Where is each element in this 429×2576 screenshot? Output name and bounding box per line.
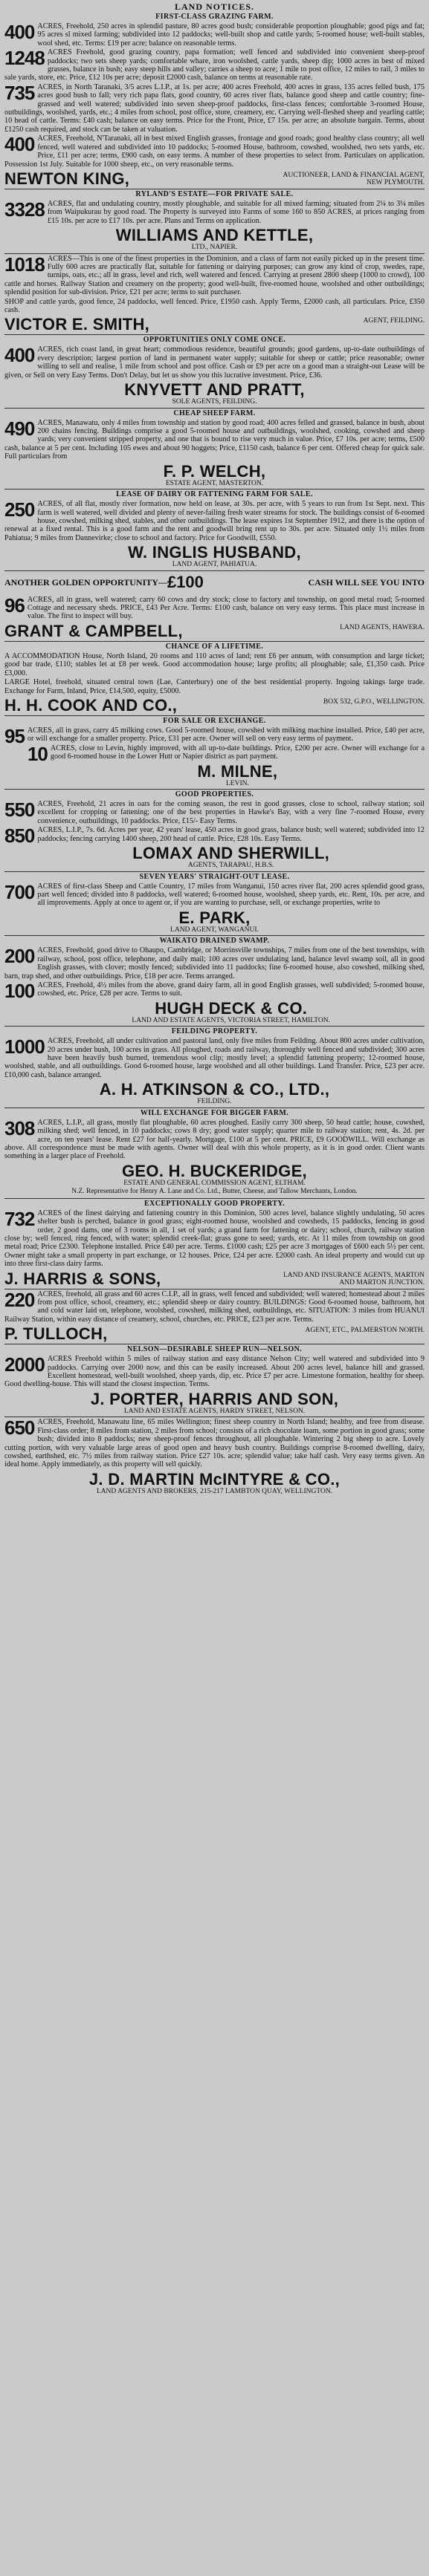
listing-entry [4, 1037, 425, 1079]
price-banner [4, 573, 425, 594]
agent-block [4, 170, 425, 187]
agent-name: LOMAX AND SHERWILL, [132, 845, 330, 863]
agent-address: LAND AGENT, WANGANUI. [170, 926, 259, 934]
advertisement [4, 13, 425, 187]
acreage-number: 1000 [4, 1035, 45, 1058]
listing-entry [4, 800, 425, 825]
acreage-number: 3328 [4, 198, 45, 221]
acreage-number: 96 [4, 593, 25, 617]
agent-name: HUGH DECK & CO. [155, 999, 308, 1018]
acreage-number: 700 [4, 880, 35, 903]
acreage-number: 2000 [4, 1353, 45, 1376]
acreage-number: 220 [4, 1288, 35, 1311]
listing-entry [4, 724, 425, 747]
acreage-number: 550 [4, 799, 35, 822]
agent-block [4, 544, 425, 569]
agent-block [37, 845, 425, 870]
agent-name: KNYVETT AND PRATT, [124, 381, 305, 400]
agent-block [4, 909, 425, 934]
listing-text: ACRES, L.I.P., all grass, mostly flat ploughable, 60 acres ploughed. Easily carry 300 sheep, 50 head cattle; house, cowshed, milking shed; well fenced, in 10 paddocks; cows 8 dry; good water supply; quarter mile to railway station; rent, 4s. 2d. per acre, on ten years' lease. Rent £27 for half-yearly. Mortgage, £100 at 5 per cent. PRICE, £9 GOODWILL. Will exchange as above. All correspondence must be made with agents. Owner will deal with this whole property, as it is in good order. Client wants something in a larger place of Freehold. [4, 1118, 425, 1161]
advertisement [4, 641, 425, 714]
ad-divider [4, 334, 425, 335]
listing-entry [4, 678, 425, 695]
ad-divider [4, 935, 425, 936]
advertisement [4, 789, 425, 870]
listing-entry [4, 979, 425, 1002]
ad-divider [4, 641, 425, 642]
agent-address: LAND AND INSURANCE AGENTS, MARTON AND MARTON JUNCTION. [283, 1271, 425, 1287]
acreage-number: 250 [4, 498, 35, 521]
listing-text: ACRES, all in grass, carry 45 milking cows. Good 5-roomed house, cowshed with milking machine installed. Price, £40 per acre, or will exchange for a smaller property. Price, £31 per acre. Owner will sell on very easy terms of payment. [27, 726, 425, 744]
listing-text: ACRES, Freehold, all under cultivation and pastoral land, only five miles from Feilding. About 800 acres under cultivation, 20 acres under bush, 100 acres in grass. All ploughed, roads and railway, thoroughly well fenced and subdivided; 300 acres have been heavily bush burned, tremendous wool clip; mostly level; a splendid fattening property; 12-roomed house, woolshed, stable, and all outbuildings. Good 6-roomed house, large woolshed and all other buildings. Land Transfer. Price, £23 per acre. £10,000 cash, balance arranged. [4, 1037, 425, 1079]
ad-divider [4, 715, 425, 716]
advertisement [4, 1344, 425, 1415]
listing-entry [4, 48, 425, 82]
listing-text: ACRES, all in grass, well watered; carry 60 cows and dry stock; close to factory and township, on good metal road; 5-roomed Cottage and necessary sheds. PRICE, £43 Per Acre. Terms: £100 cash, balance on very easy terms. This place must increase in value. The first to inspect will buy. [27, 595, 425, 621]
advertisement [4, 1289, 425, 1343]
agent-name: VICTOR E. SMITH, [4, 316, 150, 334]
advertisement [4, 489, 425, 569]
acreage-number: 1018 [4, 253, 45, 276]
agent-name: A. H. ATKINSON & CO., LTD., [99, 1081, 330, 1099]
agent-address: LTD., NAPIER. [191, 244, 238, 252]
agent-block [37, 1000, 425, 1025]
listing-text: ACRES, Freehold, 4½ miles from the above, grand dairy farm, all in good English grasses, well subdivided; 5-roomed house, cowshed, etc. Price, £28 per acre. Terms to suit. [37, 980, 425, 998]
listing-text: ACRES, in North Taranaki, 3/5 acres L.I.P., at 1s. per acre; 400 acres Freehold, 400 acres in grass, 135 acres felled bush, 175 acres good bush to fall; very rich papa flats, good country, 60 acres river flats, balance good sheep and cattle country; fine-grassed and well watered; subdivided into seven sheep-proof paddocks, first-class fences; comfortable 3-roomed House, outbuildings, woolshed, yards, etc.; 4 miles from school, post office, store, creamery, etc. Carrying well-fleshed sheep and yearling cattle; 10 head of cattle. Terms: £40 cash; balance on easy terms. Price for the Front, Price, £7 15s. per acre; an absolute bargain. Terms, about £1250 cash required, and stock can be taken at valuation. [4, 82, 425, 134]
agent-address: AUCTIONEER, LAND & FINANCIAL AGENT, NEW PLYMOUTH. [283, 171, 425, 187]
advertisement [4, 1417, 425, 1495]
listing-entry [4, 200, 425, 225]
ad-heading: EXCEPTIONALLY GOOD PROPERTY. [144, 1199, 285, 1208]
ad-heading: WAIKATO DRAINED SWAMP. [159, 937, 270, 946]
ad-heading: FIRST-CLASS GRAZING FARM. [155, 13, 274, 21]
listing-entry [4, 1290, 425, 1324]
listing-text: ACRES, Freehold, good drive to Ohaupo, Cambridge, or Morrinsville townships, 7 miles from one of the best townships, with railway, school, post office, telephone, and daily mail; 100 acres over undulating land, balance level swamp soil, all in good English grasses, with clover; mostly fenced; subdivided into 11 paddocks; fine 6-roomed house, also cowshed, milking shed, barn, trap shed, and other outbuildings. Price, £18 per acre. Terms arranged. [4, 946, 425, 980]
agent-name: W. INGLIS HUSBAND, [128, 544, 301, 562]
advertisement [4, 570, 425, 640]
listing-text: ACRES, Freehold, 21 acres in oats for the coming season, the rest in good grasses, close to school, railway station; soil excellent for cropping or fattening; one of the best properties in Hawke's Bay, with a very fine 7-roomed House, every convenience, outbuildings, 10 paddocks. Price, £15/- Easy Terms. [37, 800, 425, 825]
listing-entry [4, 500, 425, 542]
agent-name: H. H. COOK AND CO., [4, 696, 178, 714]
listing-entry [4, 1355, 425, 1389]
agent-address: ESTATE AGENT, MASTERTON. [165, 479, 264, 487]
listing-text: SHOP and cattle yards, good fence, 24 paddocks, well fenced. Price, £1950 cash. Apply Terms, £2000 cash, all particulars. Price, £350 cash. [4, 297, 425, 315]
ad-divider [4, 871, 425, 872]
agent-address: LAND AND ESTATE AGENTS, HARDY STREET, NELSON. [123, 1407, 306, 1415]
ad-divider [4, 253, 425, 254]
listing-text: ACRES Freehold within 5 miles of railway station and easy distance Nelson City; well watered and subdivided into 9 paddocks. Carrying over 2000 now, and this can be easily increased. About 200 acres level, balance hill and grassed. Excellent homestead, well-built woolshed, sheep yards, dip, etc. Price £7 per acre. Limestone formation, healthy for sheep. Good dwelling-house. This will stand the closest inspection. Terms. [4, 1355, 425, 1389]
agent-block [4, 1081, 425, 1106]
advertisement [4, 1108, 425, 1197]
listing-text: ACRES, flat and undulating country, mostly ploughable, and suitable for all mixed farming; situated from 2¼ to 3¼ miles from Waipukurau by good road. The Property is surveyed into Farms of some 160 to 850 ACRES, at prices ranging from £15 10s. per acre to £17 10s. per acre. Plans and Terms on application. [47, 199, 425, 225]
ad-heading: GOOD PROPERTIES. [175, 790, 254, 799]
agent-address: LAND AND ESTATE AGENTS, VICTORIA STREET, HAMILTON. [132, 1016, 330, 1024]
agent-block [51, 763, 425, 788]
ad-heading: SEVEN YEARS' STRAIGHT-OUT LEASE. [139, 872, 290, 881]
agent-address: BOX 532, G.P.O., WELLINGTON. [323, 697, 425, 706]
agent-block [4, 1471, 425, 1496]
listing-entry [4, 255, 425, 297]
ad-divider [4, 408, 425, 409]
listing-text: A ACCOMMODATION House, North Island, 20 rooms and 110 acres of land; rent £6 per annum, with consumption and large ticket; good bar trade, £110; stables let at £8 per week. Good accommodation house; large profits; all ploughable; sale, £1,350 cash. Price £3,000. [4, 651, 425, 677]
listing-text: ACRES, Freehold, Manawatu line, 65 miles Wellington; finest sheep country in North Island; healthy, and free from disease. First-class order; 8 miles from station, 2 miles from school; consists of a rich chocolate loam, some portion in good grass; some bush; divided into 8 paddocks; new sheep-proof fences throughout, all ploughable. Wintering 2 big sheep to acre. Lovely cutting portion, with very valuable large areas of good open and heavy bush country. Buildings comprise 8-roomed dwelling, dairy, cowshed, earthshed, etc. 7½ miles from railway station. Price £27 10s. acre; splendid value; take half cash. Very easy terms given. An ideal home. Apply immediately, as this property will sell quickly. [4, 1418, 425, 1469]
page-header: LAND NOTICES. [174, 1, 255, 12]
listing-entry [4, 134, 425, 169]
advertisement [4, 253, 425, 334]
listing-entry [4, 946, 425, 980]
agent-name: F. P. WELCH, [163, 462, 266, 481]
agent-address: LAND AGENT, PAHIATUA. [172, 561, 257, 569]
agent-block [4, 1325, 425, 1342]
agent-block [4, 1162, 425, 1188]
agent-address: FEILDING. [197, 1098, 232, 1106]
agent-block [4, 622, 425, 640]
agent-block [4, 1270, 425, 1287]
acreage-number: 735 [4, 81, 35, 104]
agent-address: SOLE AGENTS, FEILDING. [172, 398, 257, 406]
advertisement [4, 408, 425, 488]
acreage-number: 10 [27, 742, 48, 765]
ad-heading: FOR SALE OR EXCHANGE. [163, 716, 266, 725]
agent-block [4, 463, 425, 488]
ad-heading: CHEAP SHEEP FARM. [173, 409, 256, 417]
advertisement [4, 1198, 425, 1287]
agent-name: WILLIAMS AND KETTLE, [115, 227, 314, 245]
listing-entry [4, 22, 425, 48]
acreage-number: 490 [4, 417, 35, 440]
listing-text: ACRES of the finest dairying and fattening country in this Dominion, 500 acres level, balance slightly undulating, 50 acres shelter bush is perched, balance in good grass; eight-roomed house, woolshed and cowsheds, 15 paddocks, fencing in good order, 2 good dams, one of 3 rooms in all, 1 set of yards; a grand farm for fattening or dairy; school, church, railway station close by; well fenced, ring fenced, with water; splendid creek-flat; grass gone to seed; yards, etc. At 11 miles from township on good metal road; Price £2300. Telephone installed. Price £40 per acre. Terms. £1000 cash; £25 per acre 3 mortgages of £600 each 5½ per cent. Owner might take a small property in part exchange, or 12 houses. Price, £24 per acre. £2000 cash. An ideal property and would cut up into three first-class dairy farms. [4, 1209, 425, 1269]
agent-address: ESTATE AND GENERAL COMMISSION AGENT, ELTHAM. [123, 1179, 306, 1187]
agent-block [4, 316, 425, 333]
listing-text: ACRES, rich coast land, in great heart; commodious residence, beautiful grounds; good gardens, up-to-date outbuildings of every description; largest portion of land in permanent water supply; suitable for sheep or cattle; price reasonable; owner willing to sell and realise, 1 mile from school and post office. Cash or £9 per acre on a good man a straight-out Lease will be given, or Sell on very Easy Terms. Don't Delay, but let us show you this lucrative investment. Price, £36. [4, 345, 425, 380]
acreage-number: 732 [4, 1207, 35, 1230]
agent-address: AGENT, ETC., PALMERSTON NORTH. [305, 1327, 425, 1335]
agent-name: P. TULLOCH, [4, 1325, 108, 1343]
advertisements-column [4, 13, 425, 1495]
listing-entry [4, 742, 425, 765]
listing-entry [4, 593, 425, 621]
listing-entry [4, 824, 425, 848]
acreage-number: 95 [4, 724, 25, 747]
advertisement [4, 1026, 425, 1106]
ad-heading: LEASE OF DAIRY OR FATTENING FARM FOR SALE. [116, 490, 313, 499]
acreage-number: 400 [4, 133, 35, 156]
listing-entry [4, 652, 425, 677]
acreage-number: 650 [4, 1417, 35, 1440]
advertisement [4, 334, 425, 406]
listing-entry [4, 882, 425, 908]
ad-divider [4, 1198, 425, 1199]
advertisement [4, 871, 425, 934]
listing-entry [4, 1116, 425, 1161]
listing-text: ACRES, freehold, all grass and 60 acres C.I.P., all in grass, well fenced and subdivided; well watered; homestead about 2 miles from post office, school, creamery, etc.; splendid sheep or dairy country. BUILDINGS: Good 6-roomed house, bathroom, hot and cold water laid on, telephone, woolshed, cowshed, milking shed, outbuildings, etc. SITUATION: 3 miles from HUANUI Railway Station, within easy distance of creamery, school, churches, etc. PRICE, £23 per acre. Terms. [4, 1289, 425, 1324]
agent-name: GEO. H. BUCKERIDGE, [122, 1162, 307, 1180]
listing-entry [4, 1418, 425, 1468]
ad-heading: WILL EXCHANGE FOR BIGGER FARM. [140, 1108, 289, 1117]
ad-heading: OPPORTUNITIES ONLY COME ONCE. [143, 336, 286, 345]
listing-entry [4, 419, 425, 461]
ad-heading: NELSON—DESIRABLE SHEEP RUN—NELSON. [126, 1345, 303, 1354]
listing-text: ACRES, L.I.P., 7s. 6d. Acres per year, 42 years' lease, 450 acres in good grass, balance bush; well watered; subdivided into 12 paddocks; fencing carrying 1400 sheep, 200 head of cattle. Price, £28 10s. Easy Terms. [37, 826, 425, 843]
price-banner-left: ANOTHER GOLDEN OPPORTUNITY— [4, 576, 167, 588]
ad-divider [4, 789, 425, 790]
listing-text: ACRES—This is one of the finest properties in the Dominion, and a class of farm not easily picked up in the present time. Fully 600 acres are practically flat, suitable for fattening or dairying purposes; can grow any kind of crop, swedes, rape, turnips, oats, etc.; all in grass, level and rich, well watered and fenced. Carrying at present 2800 sheep (1000 to crowd), 100 cattle and horses. Railway Station and creamery on the property; good well-built, five-roomed house, woolshed and other outbuildings; splendid position for sub-division. Price, £21 per acre; terms to suit purchaser. [4, 254, 425, 297]
ad-divider [4, 1026, 425, 1027]
acreage-number: 400 [4, 21, 35, 43]
listing-text: LARGE Hotel, freehold, situated central town (Lae, Canterbury) one of the best residential property. Ingoing takings large trade. Exchange for Farm, Inland, Price, £14,500, equity, £5000. [4, 678, 425, 695]
agent-footer-note: N.Z. Representative for Henry A. Lane and Co. Ltd., Butter, Cheese, and Tallow Merchants, London. [71, 1188, 358, 1196]
listing-entry [4, 83, 425, 134]
listing-text: ACRES, Manawatu, only 4 miles from township and station by good road; 400 acres felled and grassed, balance in bush, about 200 chains fencing. Buildings comprise a good 5-roomed house and outbuildings, woolshed, cooking, cowshed and sheep yards; very convenient stripped property, and one that is bound to rise very much in value. Price, £7 10s. per acre; terms, £500 cash, balance at 5 per cent. Including 105 ewes and about 90 hoggets; Price, £1150 cash, balance 6 per cent. Offered cheap for quick sale. Full particulars from [4, 418, 425, 461]
advertisement [4, 715, 425, 787]
agent-name: GRANT & CAMPBELL, [4, 622, 183, 640]
advertisement [4, 935, 425, 1024]
listing-entry [4, 345, 425, 380]
listing-entry [4, 1209, 425, 1269]
agent-address: LAND AGENTS AND BROKERS, 215-217 LAMBTON QUAY, WELLINGTON. [96, 1487, 333, 1495]
agent-address: AGENTS, TARAPAU, H.B.S. [187, 862, 274, 870]
agent-block [4, 697, 425, 714]
ad-divider [4, 570, 425, 571]
acreage-number: 400 [4, 344, 35, 367]
agent-block [4, 227, 425, 252]
agent-name: E. PARK, [178, 908, 251, 927]
listing-text: ACRES, Freehold, 250 acres in splendid pasture, 80 acres good bush; considerable proportion ploughable; good pigs and fat; 95 acres sl mixed farming; subdivided into 12 paddocks; well-built shop and cattle yards; 5-roomed house; well-built stables, wool shed, etc. Terms: £19 per acre; balance on reasonable terms. [37, 22, 425, 48]
ad-heading: CHANCE OF A LIFETIME. [165, 642, 264, 651]
agent-name: M. MILNE, [197, 762, 278, 781]
acreage-number: 200 [4, 945, 35, 968]
listing-text: ACRES, close to Levin, highly improved, with all up-to-date buildings. Price, £200 per acre. Owner will exchange for a good 6-roomed house in the Lower Hutt or Napier district as part payment. [50, 744, 425, 761]
acreage-number: 100 [4, 979, 35, 1002]
agent-block [4, 381, 425, 406]
price-banner-amount: £100 [167, 572, 204, 591]
ad-heading: RYLAND'S ESTATE—FOR PRIVATE SALE. [135, 189, 294, 198]
price-banner-right: CASH WILL SEE YOU INTO [308, 576, 425, 588]
listing-text: ACRES Freehold, good grazing country, papa formation; well fenced and subdivided into convenient sheep-proof paddocks; two sets sheep yards; comfortable whare, iron woolshed, cattle yards, sheep dip; 1000 acres in best of mixed grasses, balance in bush; easy steep hills and valley; carries a sheep to acre; 1 mile to post office, 12 miles to rail, 3 miles to sale yards, store, etc. Price, £12 10s per acre; deposit £2000 cash, balance on terms at reasonable rate. [4, 48, 425, 82]
agent-address: LAND AGENTS, HAWERA. [340, 623, 425, 631]
acreage-number: 308 [4, 1116, 35, 1139]
agent-address: LEVIN. [225, 779, 249, 787]
agent-name: J. HARRIS & SONS, [4, 1269, 161, 1287]
agent-name: J. PORTER, HARRIS AND SON, [90, 1390, 339, 1408]
listing-entry [4, 298, 425, 315]
ad-heading: FEILDING PROPERTY. [171, 1027, 258, 1036]
listing-text: ACRES, of all flat, mostly river formation, now held on lease, at 30s. per acre, with 5 years to run from 1st Sept. next. This farm is well watered, well divided and plenty of never-failing fresh water streams for stock. The buildings consist of 6-roomed house, cowshed, milking shed, stables, and other outbuildings. The lease expires 1st September 1912, and there is the option of renewal at a fixed rental. This is a good farm and the rent and goodwill bring rent up to 30s. per acre. Situated only 1½ miles from Pahiatua; 9 miles from Dannevirke; close to school and factory. Price for Goodwill, £550. [4, 500, 425, 542]
agent-name: NEWTON KING, [4, 169, 130, 187]
advertisement [4, 189, 425, 252]
listing-text: ACRES, Freehold, N'Taranaki, all in best mixed English grasses, frontage and good roads; good healthy class country; all well fenced, well watered and subdivided into 10 paddocks; 5-roomed House, bathroom, cowshed, woolshed, two sets yards, etc. Price, £11 per acre; terms, £900 cash, on easy terms. A number of these properties to select from. Particulars on application. Possession 1st July. Suitable for 1000 sheep, etc., on very reasonable terms. [4, 134, 425, 169]
acreage-number: 850 [4, 824, 35, 848]
agent-block [4, 1391, 425, 1416]
acreage-number: 1248 [4, 47, 45, 70]
agent-address: AGENT, FEILDING. [363, 317, 425, 325]
agent-name: J. D. MARTIN McINTYRE & CO., [88, 1470, 341, 1489]
listing-text: ACRES of first-class Sheep and Cattle Country, 17 miles from Wanganui, 150 acres river flat, 200 acres splendid good grass, part well fenced; divided into 8 paddocks, well watered; 6-roomed house, woolshed, sheep yards, etc. Rent, 10s. per acre, and all improvements. Apply at once to agent or, if you are wanting to purchase, sell, or exchange properties, write to [37, 882, 425, 908]
